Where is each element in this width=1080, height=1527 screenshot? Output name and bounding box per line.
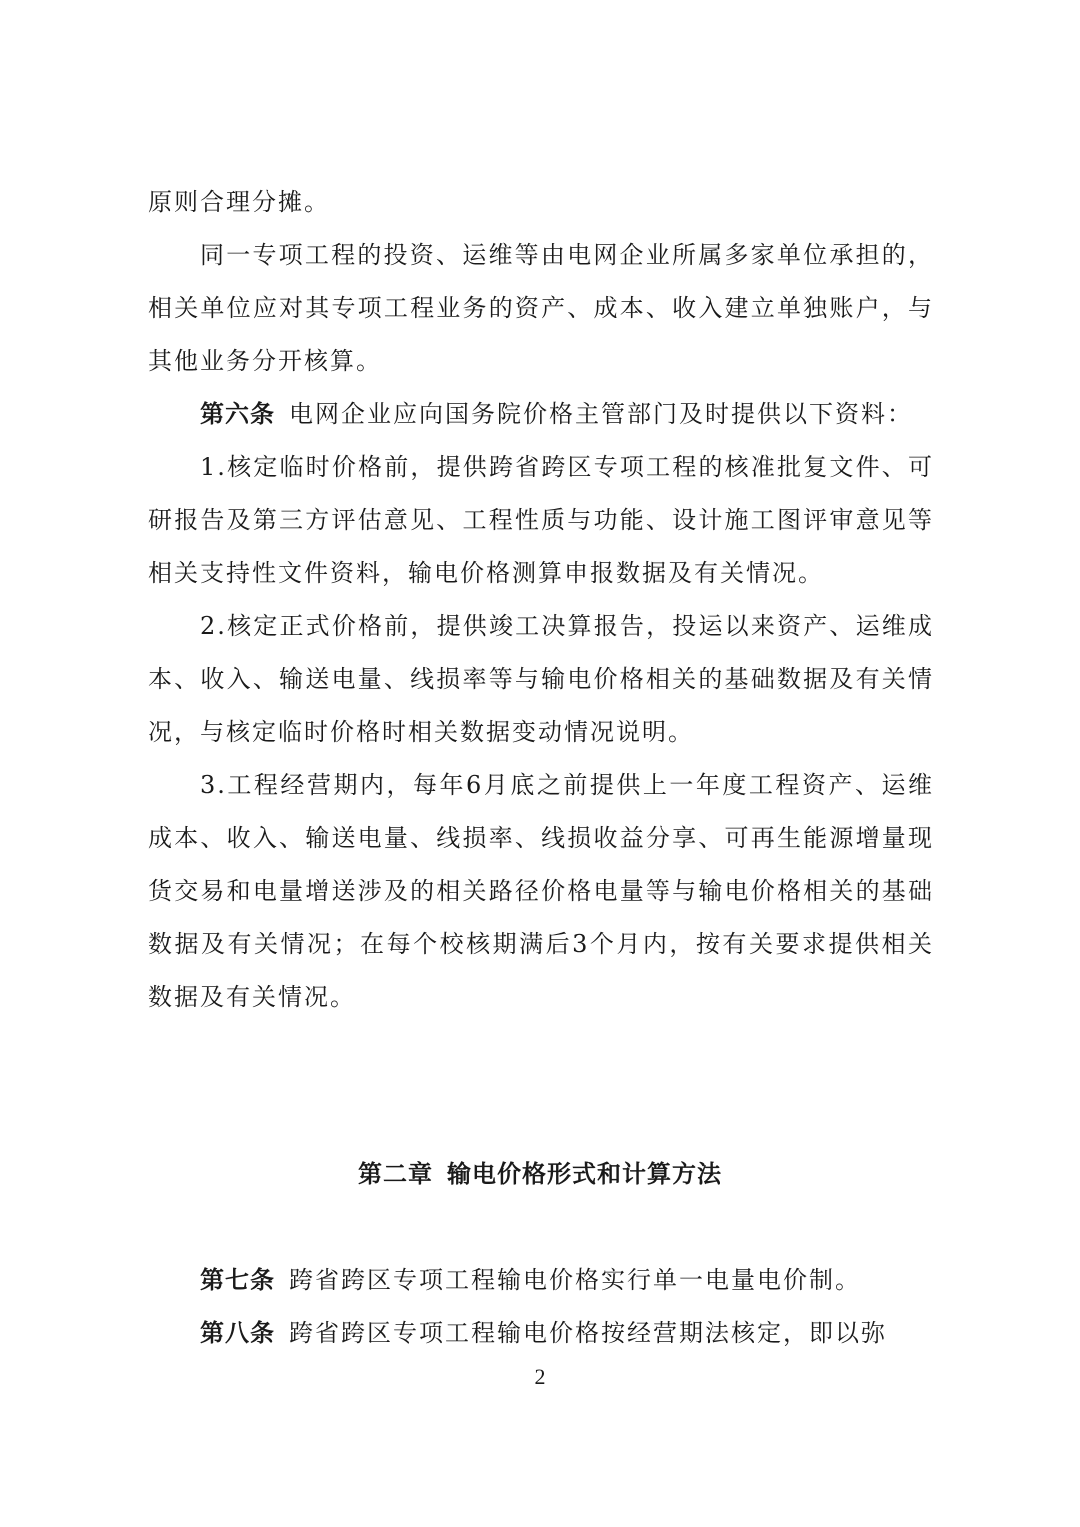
paragraph-text: 1.核定临时价格前，提供跨省跨区专项工程的核准批复文件、可研报告及第三方评估意见、工程性质与功能、设计施工图评审意见等相关支持性文件资料，输电价格测算申报数据及有关情况。 xyxy=(148,453,934,587)
paragraph-text: 跨省跨区专项工程输电价格实行单一电量电价制。 xyxy=(289,1266,861,1294)
page-number: 2 xyxy=(534,1364,546,1389)
paragraph-text: 2.核定正式价格前，提供竣工决算报告，投运以来资产、运维成本、收入、输送电量、线损率等与输电价格相关的基础数据及有关情况，与核定临时价格时相关数据变动情况说明。 xyxy=(148,612,934,746)
paragraph-text: 跨省跨区专项工程输电价格按经营期法核定，即以弥 xyxy=(289,1319,887,1347)
list-item xyxy=(148,600,934,759)
article-number: 第七条 xyxy=(200,1266,275,1294)
paragraph xyxy=(148,229,934,388)
paragraph-text: 电网企业应向国务院价格主管部门及时提供以下资料： xyxy=(289,400,913,428)
article-number: 第八条 xyxy=(200,1319,275,1347)
article-paragraph xyxy=(148,1254,934,1307)
body-text-top xyxy=(148,176,934,1024)
article-paragraph xyxy=(148,388,934,441)
body-text-bottom xyxy=(148,1254,934,1360)
paragraph-text: 3.工程经营期内，每年6月底之前提供上一年度工程资产、运维成本、收入、输送电量、线损率、线损收益分享、可再生能源增量现货交易和电量增送涉及的相关路径价格电量等与输电价格相关的基础数据及有关情况；在每个校核期满后3个月内，按有关要求提供相关数据及有关情况。 xyxy=(148,771,934,1011)
chapter-number: 第二章 xyxy=(358,1160,433,1188)
article-number: 第六条 xyxy=(200,400,275,428)
list-item xyxy=(148,759,934,1024)
paragraph-text: 同一专项工程的投资、运维等由电网企业所属多家单位承担的，相关单位应对其专项工程业务的资产、成本、收入建立单独账户，与其他业务分开核算。 xyxy=(148,241,934,375)
paragraph-text: 原则合理分摊。 xyxy=(148,188,330,216)
chapter-title: 输电价格形式和计算方法 xyxy=(447,1160,722,1188)
chapter-heading xyxy=(0,1148,1080,1201)
article-paragraph xyxy=(148,1307,934,1360)
list-item xyxy=(148,441,934,600)
paragraph xyxy=(148,176,934,229)
